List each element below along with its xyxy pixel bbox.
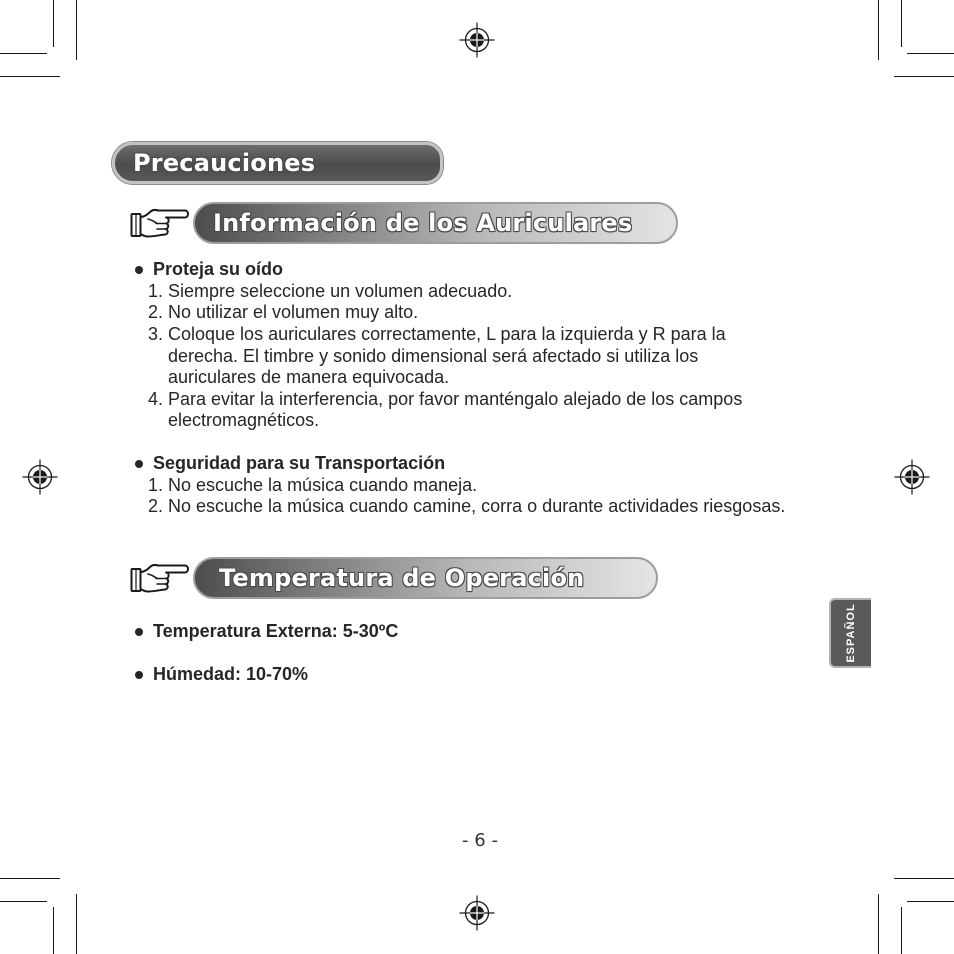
subsection-title: Información de los Auriculares [213,209,633,237]
page-number: - 6 - [462,830,498,851]
list-item-text: Siempre seleccione un volumen adecuado. [168,280,513,301]
crop-mark [76,0,77,60]
crop-mark [894,878,954,879]
subsection-title-bar [193,202,678,244]
subsection-title: Temperatura de Operación [219,564,585,592]
crop-mark [0,878,60,879]
list-item-text: auriculares de manera equivocada. [168,367,450,388]
list-heading-text: Húmedad: 10-70% [153,664,309,684]
registration-mark-icon [459,22,495,58]
crop-mark [0,901,47,902]
language-tab-label: ESPAÑOL [845,603,857,663]
bullet-icon [135,671,143,679]
language-tab [829,598,871,668]
crop-mark [0,53,47,54]
crop-mark [878,0,879,60]
list-item-text: No escuche la música cuando maneja. [168,474,478,495]
hand-pointing-icon [130,562,190,596]
crop-mark [907,901,954,902]
list-item-text: No utilizar el volumen muy alto. [168,302,419,323]
list-item-text: Para evitar la interferencia, por favor manténgalo alejado de los campos [168,388,743,409]
crop-mark [0,76,60,77]
list-item-number: 4. [148,388,164,409]
crop-mark [53,0,54,47]
section-title-bar [112,142,443,184]
crop-mark [76,894,77,954]
crop-mark [901,0,902,47]
crop-mark [878,894,879,954]
bullet-icon [135,266,143,274]
registration-mark-icon [459,895,495,931]
list-item-number: 2. [148,302,164,323]
list-item-text: No escuche la música cuando camine, corra o durante actividades riesgosas. [168,496,786,517]
crop-mark [53,907,54,954]
list-item-number: 2. [148,496,164,517]
list-item-text: derecha. El timbre y sonido dimensional será afectado si utiliza los [168,345,699,366]
list-heading-text: Proteja su oído [153,259,284,280]
list-heading-text: Temperatura Externa: 5-30ºC [153,621,399,641]
bullet-icon [135,460,143,468]
list-item-number: 1. [148,474,164,495]
list-heading-text: Seguridad para su Transportación [153,453,446,474]
list-item-text: electromagnéticos. [168,410,320,431]
subsection-title-bar [193,557,658,599]
registration-mark-icon [894,459,930,495]
crop-mark [907,53,954,54]
list-item-number: 1. [148,280,164,301]
crop-mark [894,76,954,77]
list-item-text: Coloque los auriculares correctamente, L para la izquierda y R para la [168,323,726,344]
list-item-number: 3. [148,323,164,344]
crop-mark [901,907,902,954]
registration-mark-icon [22,459,58,495]
bullet-icon [135,628,143,636]
section-title: Precauciones [133,149,316,177]
hand-pointing-icon [130,207,190,241]
